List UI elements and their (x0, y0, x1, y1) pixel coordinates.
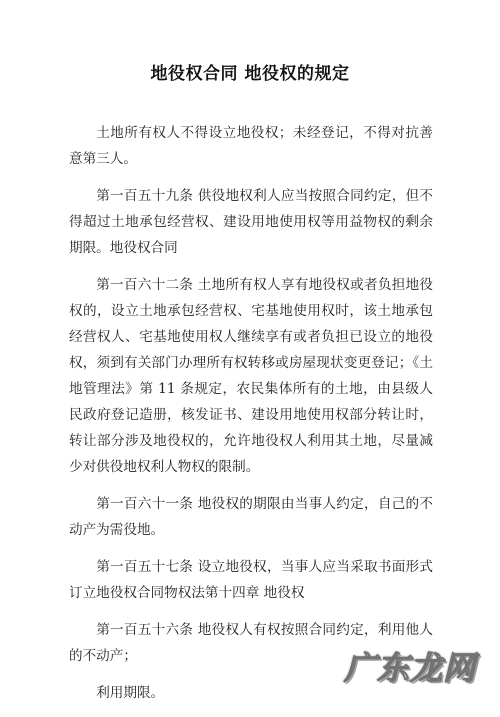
paragraph-4: 第一百六十一条 地役权的期限由当事人约定，自己的不动产为需役地。 (69, 496, 433, 538)
watermark-text: 广东龙网 (343, 649, 476, 687)
paragraph-3: 第一百六十二条 土地所有权人享有地役权或者负担地役权的，设立土地承包经营权、宅基地使用权时，该土地承包经营权人、宅基地使用权人继续享有或者负担已设立的地役权，须到有关部门办理所有权转移或房屋现状变更登记；《土地管理法》第 11 条规定，农民集体所有的土地，由县级人民政府登记造册，核发证书、建设用地使用权部分转让时，转让部分涉及地役权的，允许地役权人利用其土地，尽量减少对供役地权利人物权的限制。 (69, 277, 433, 475)
paragraph-6: 第一百五十六条 地役权人有权按照合同约定，利用他人的不动产； (69, 622, 433, 664)
paragraph-7: 利用期限。 (96, 685, 165, 701)
watermark-logo (344, 646, 476, 686)
document-body (69, 120, 433, 717)
paragraph-1: 土地所有权人不得设立地役权；未经登记，不得对抗善意第三人。 (69, 125, 433, 167)
paragraph-5: 第一百五十七条 设立地役权，当事人应当采取书面形式订立地役权合同物权法第十四章 地役权 (69, 559, 433, 601)
document-title: 地役权合同 地役权的规定 (150, 64, 350, 84)
paragraph-2: 第一百五十九条 供役地权利人应当按照合同约定，但不得超过土地承包经营权、建设用地使用权等用益物权的剩余期限。地役权合同 (69, 188, 433, 256)
